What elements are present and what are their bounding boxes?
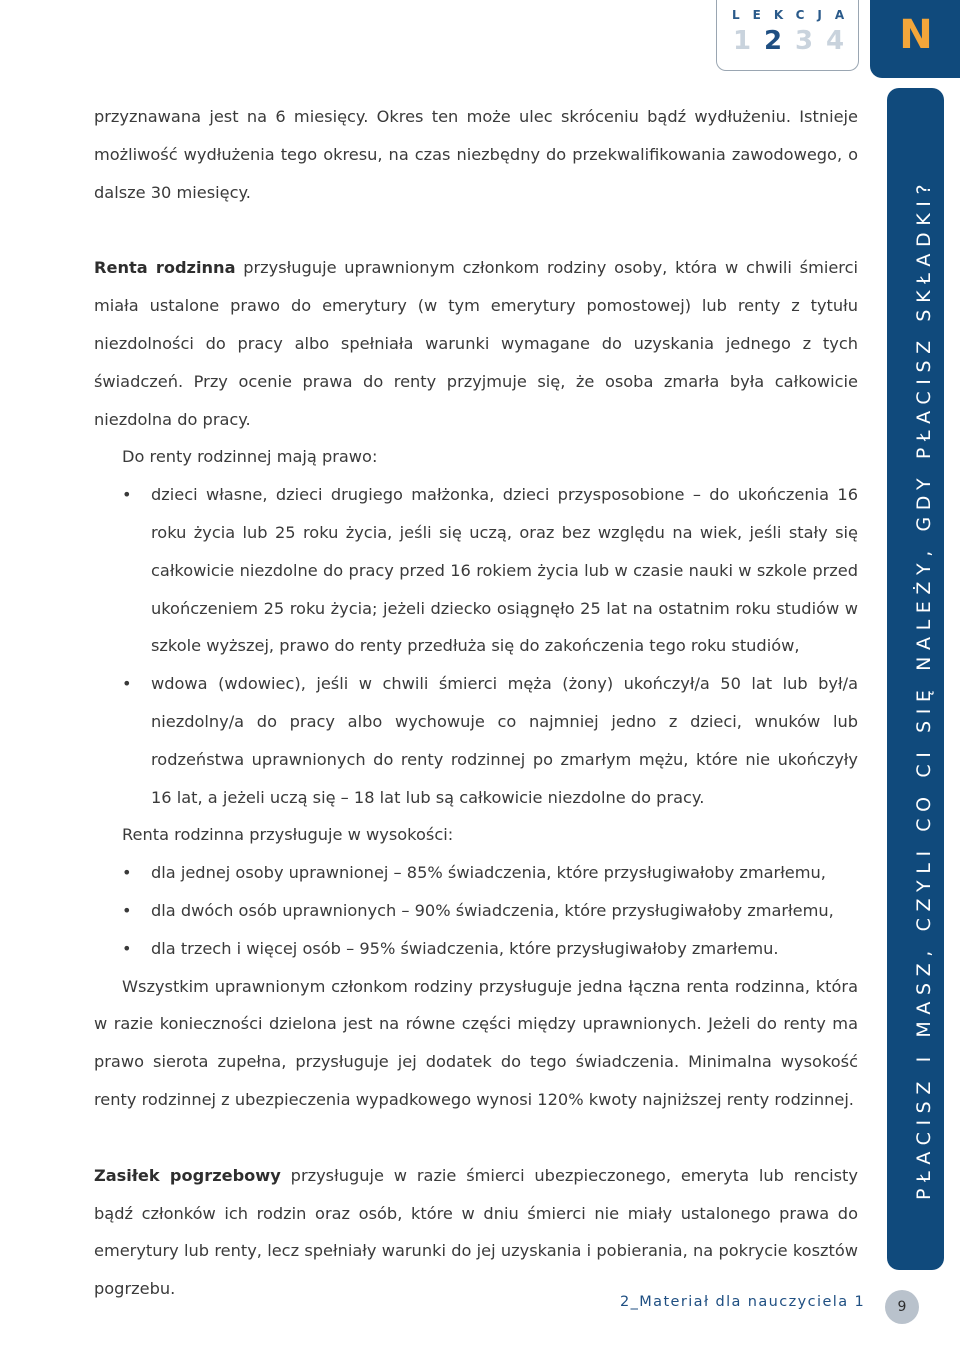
- summary-paragraph: Wszystkim uprawnionym członkom rodziny przysługuje jedna łączna renta rodzinna, która w razie konieczności dzielona jest na równe części między uprawnionych. Jeżeli do renty ma prawo sierota zupełna, przysługuje jej dodatek do tego świadczenia. Minimalna wysokość renty rodzinnej z ubezpieczenia wypadkowego wynosi 120% kwoty najniższej renty rodzinnej.: [94, 976, 858, 1109]
- renta-text: przysługuje uprawnionym członkom rodziny osoby, która w chwili śmierci miała ustalone prawo do emerytury (w tym emerytury pomostowej) lub renty z tytułu niezdolności do pracy albo spełniała warunki wymagane do uzyskania jednego z tych świadczeń. Przy ocenie prawa do renty przyjmuje się, że osoba zmarła była całkowicie niezdolna do pracy.: [94, 258, 858, 429]
- lesson-label: LEKCJA: [732, 8, 858, 22]
- list-item: • dla jednej osoby uprawnionej – 85% świadczenia, które przysługiwałoby zmarłemu,: [151, 854, 858, 892]
- lesson-number-2-active: 2: [764, 26, 783, 56]
- amount-list: [94, 854, 858, 967]
- lesson-numbers: [733, 26, 857, 56]
- rights-list: [94, 476, 858, 816]
- renta-heading: Renta rodzinna: [94, 258, 236, 278]
- zasilek-paragraph: [94, 1157, 858, 1308]
- zasilek-heading: Zasiłek pogrzebowy: [94, 1165, 281, 1185]
- intro-paragraph: przyznawana jest na 6 miesięcy. Okres ten może ulec skróceniu bądź wydłużeniu. Istnieje możliwość wydłużenia tego okresu, na czas niezbędny do przekwalifikowania zawodowego, o dalsze 30 miesięcy.: [94, 107, 858, 202]
- zasilek-text: przysługuje w razie śmierci ubezpieczonego, emeryta lub rencisty bądź członków ich rodzin oraz osób, które w dniu śmierci nie miały ustalonego prawa do emerytury lub renty, lecz spełniały warunki do jej uzyskania i pobierania, na pokrycie kosztów pogrzebu.: [94, 1165, 858, 1299]
- rights-intro: Do renty rodzinnej mają prawo:: [122, 447, 378, 467]
- page-number: 9: [885, 1290, 919, 1324]
- side-band-title: PŁACISZ I MASZ, CZYLI CO CI SIĘ NALEŻY, GDY PŁACISZ SKŁADKI?: [913, 177, 935, 1200]
- list-item: • dzieci własne, dzieci drugiego małżonka, dzieci przysposobione – do ukończenia 16 roku życia lub 25 roku życia, jeśli się uczą, oraz bez względu na wiek, jeśli stały się całkowicie niezdolne do pracy przed 16 rokiem życia lub w czasie nauki w szkole przed ukończeniem 25 roku życia; jeżeli dziecko osiągnęło 25 lat na ostatnim roku studiów w szkole wyższej, prawo do renty przedłuża się do zakończenia tego roku studiów,: [151, 476, 858, 665]
- main-content: [94, 98, 858, 1308]
- footer-material: 2_Materiał dla nauczyciela 1: [620, 1294, 866, 1310]
- renta-paragraph: [94, 249, 858, 438]
- amount-intro: Renta rodzinna przysługuje w wysokości:: [122, 825, 454, 845]
- list-item: • wdowa (wdowiec), jeśli w chwili śmierci męża (żony) ukończył/a 50 lat lub był/a niezdolny/a do pracy albo wychowuje co najmniej jedno z dzieci, wnuków lub rodzeństwa uprawnionych do renty rodzinnej po zmarłym mężu, które nie ukończyły 16 lat, a jeżeli uczą się – 18 lat lub są całkowicie niezdolne do pracy.: [151, 665, 858, 816]
- list-item: • dla dwóch osób uprawnionych – 90% świadczenia, które przysługiwałoby zmarłemu,: [151, 892, 858, 930]
- section-letter: N: [899, 12, 933, 58]
- lesson-indicator: [716, 0, 859, 71]
- lesson-number-1: 1: [733, 26, 752, 56]
- list-item: • dla trzech i więcej osób – 95% świadczenia, które przysługiwałoby zmarłemu.: [151, 930, 858, 968]
- lesson-number-3: 3: [795, 26, 814, 56]
- lesson-number-4: 4: [826, 26, 845, 56]
